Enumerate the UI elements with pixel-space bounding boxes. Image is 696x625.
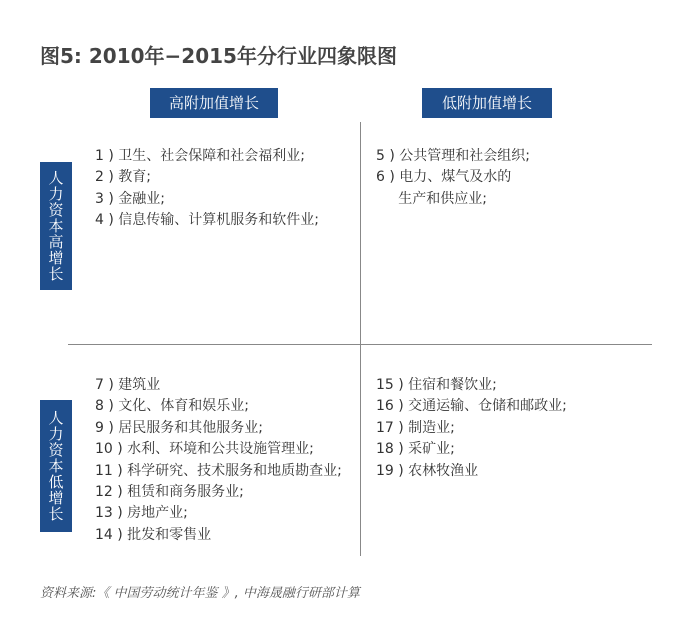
industry-list-item: 3 ) 金融业;: [95, 190, 165, 207]
industry-list-item: 16 ) 交通运输、仓储和邮政业;: [376, 398, 567, 415]
horizontal-axis-line: [68, 344, 652, 345]
industry-list-item: 7 ) 建筑业: [95, 377, 161, 393]
header-low-human-capital: 人力资本低增长: [40, 400, 72, 532]
industry-list-item: 13 ) 房地产业;: [95, 505, 188, 522]
industry-list-item: 15 ) 住宿和餐饮业;: [376, 377, 497, 393]
quadrant-bottom-left: [95, 375, 342, 546]
industry-list-item: 12 ) 租赁和商务服务业;: [95, 484, 244, 501]
chart-title: 图5: 2010年−2015年分行业四象限图: [40, 44, 397, 68]
industry-list-item: 19 ) 农林牧渔业: [376, 462, 479, 479]
industry-list-item: 2 ) 教育;: [95, 169, 151, 186]
quadrant-top-right: [376, 146, 530, 210]
industry-list-item: 17 ) 制造业;: [376, 419, 455, 436]
vertical-axis-line: [360, 122, 361, 556]
header-high-human-capital: 人力资本高增长: [40, 162, 72, 290]
quadrant-top-left: [95, 146, 319, 232]
source-note: 资料来源:《 中国劳动统计年鉴 》, 中海晟融行研部计算: [40, 586, 360, 601]
industry-list-item: 11 ) 科学研究、技术服务和地质勘查业;: [95, 462, 342, 479]
industry-list-item: 18 ) 采矿业;: [376, 441, 455, 458]
industry-list-item: 生产和供应业;: [376, 190, 487, 207]
header-high-value-added: 高附加值增长: [150, 88, 278, 118]
industry-list-item: 8 ) 文化、体育和娱乐业;: [95, 398, 249, 415]
industry-list-item: 6 ) 电力、煤气及水的: [376, 169, 512, 186]
industry-list-item: 10 ) 水利、环境和公共设施管理业;: [95, 441, 314, 458]
header-low-value-added: 低附加值增长: [422, 88, 552, 118]
quadrant-bottom-right: [376, 375, 567, 482]
industry-list-item: 5 ) 公共管理和社会组织;: [376, 148, 530, 164]
industry-list-item: 1 ) 卫生、社会保障和社会福利业;: [95, 148, 305, 164]
industry-list-item: 14 ) 批发和零售业: [95, 526, 212, 543]
industry-list-item: 4 ) 信息传输、计算机服务和软件业;: [95, 212, 319, 229]
industry-list-item: 9 ) 居民服务和其他服务业;: [95, 419, 263, 436]
